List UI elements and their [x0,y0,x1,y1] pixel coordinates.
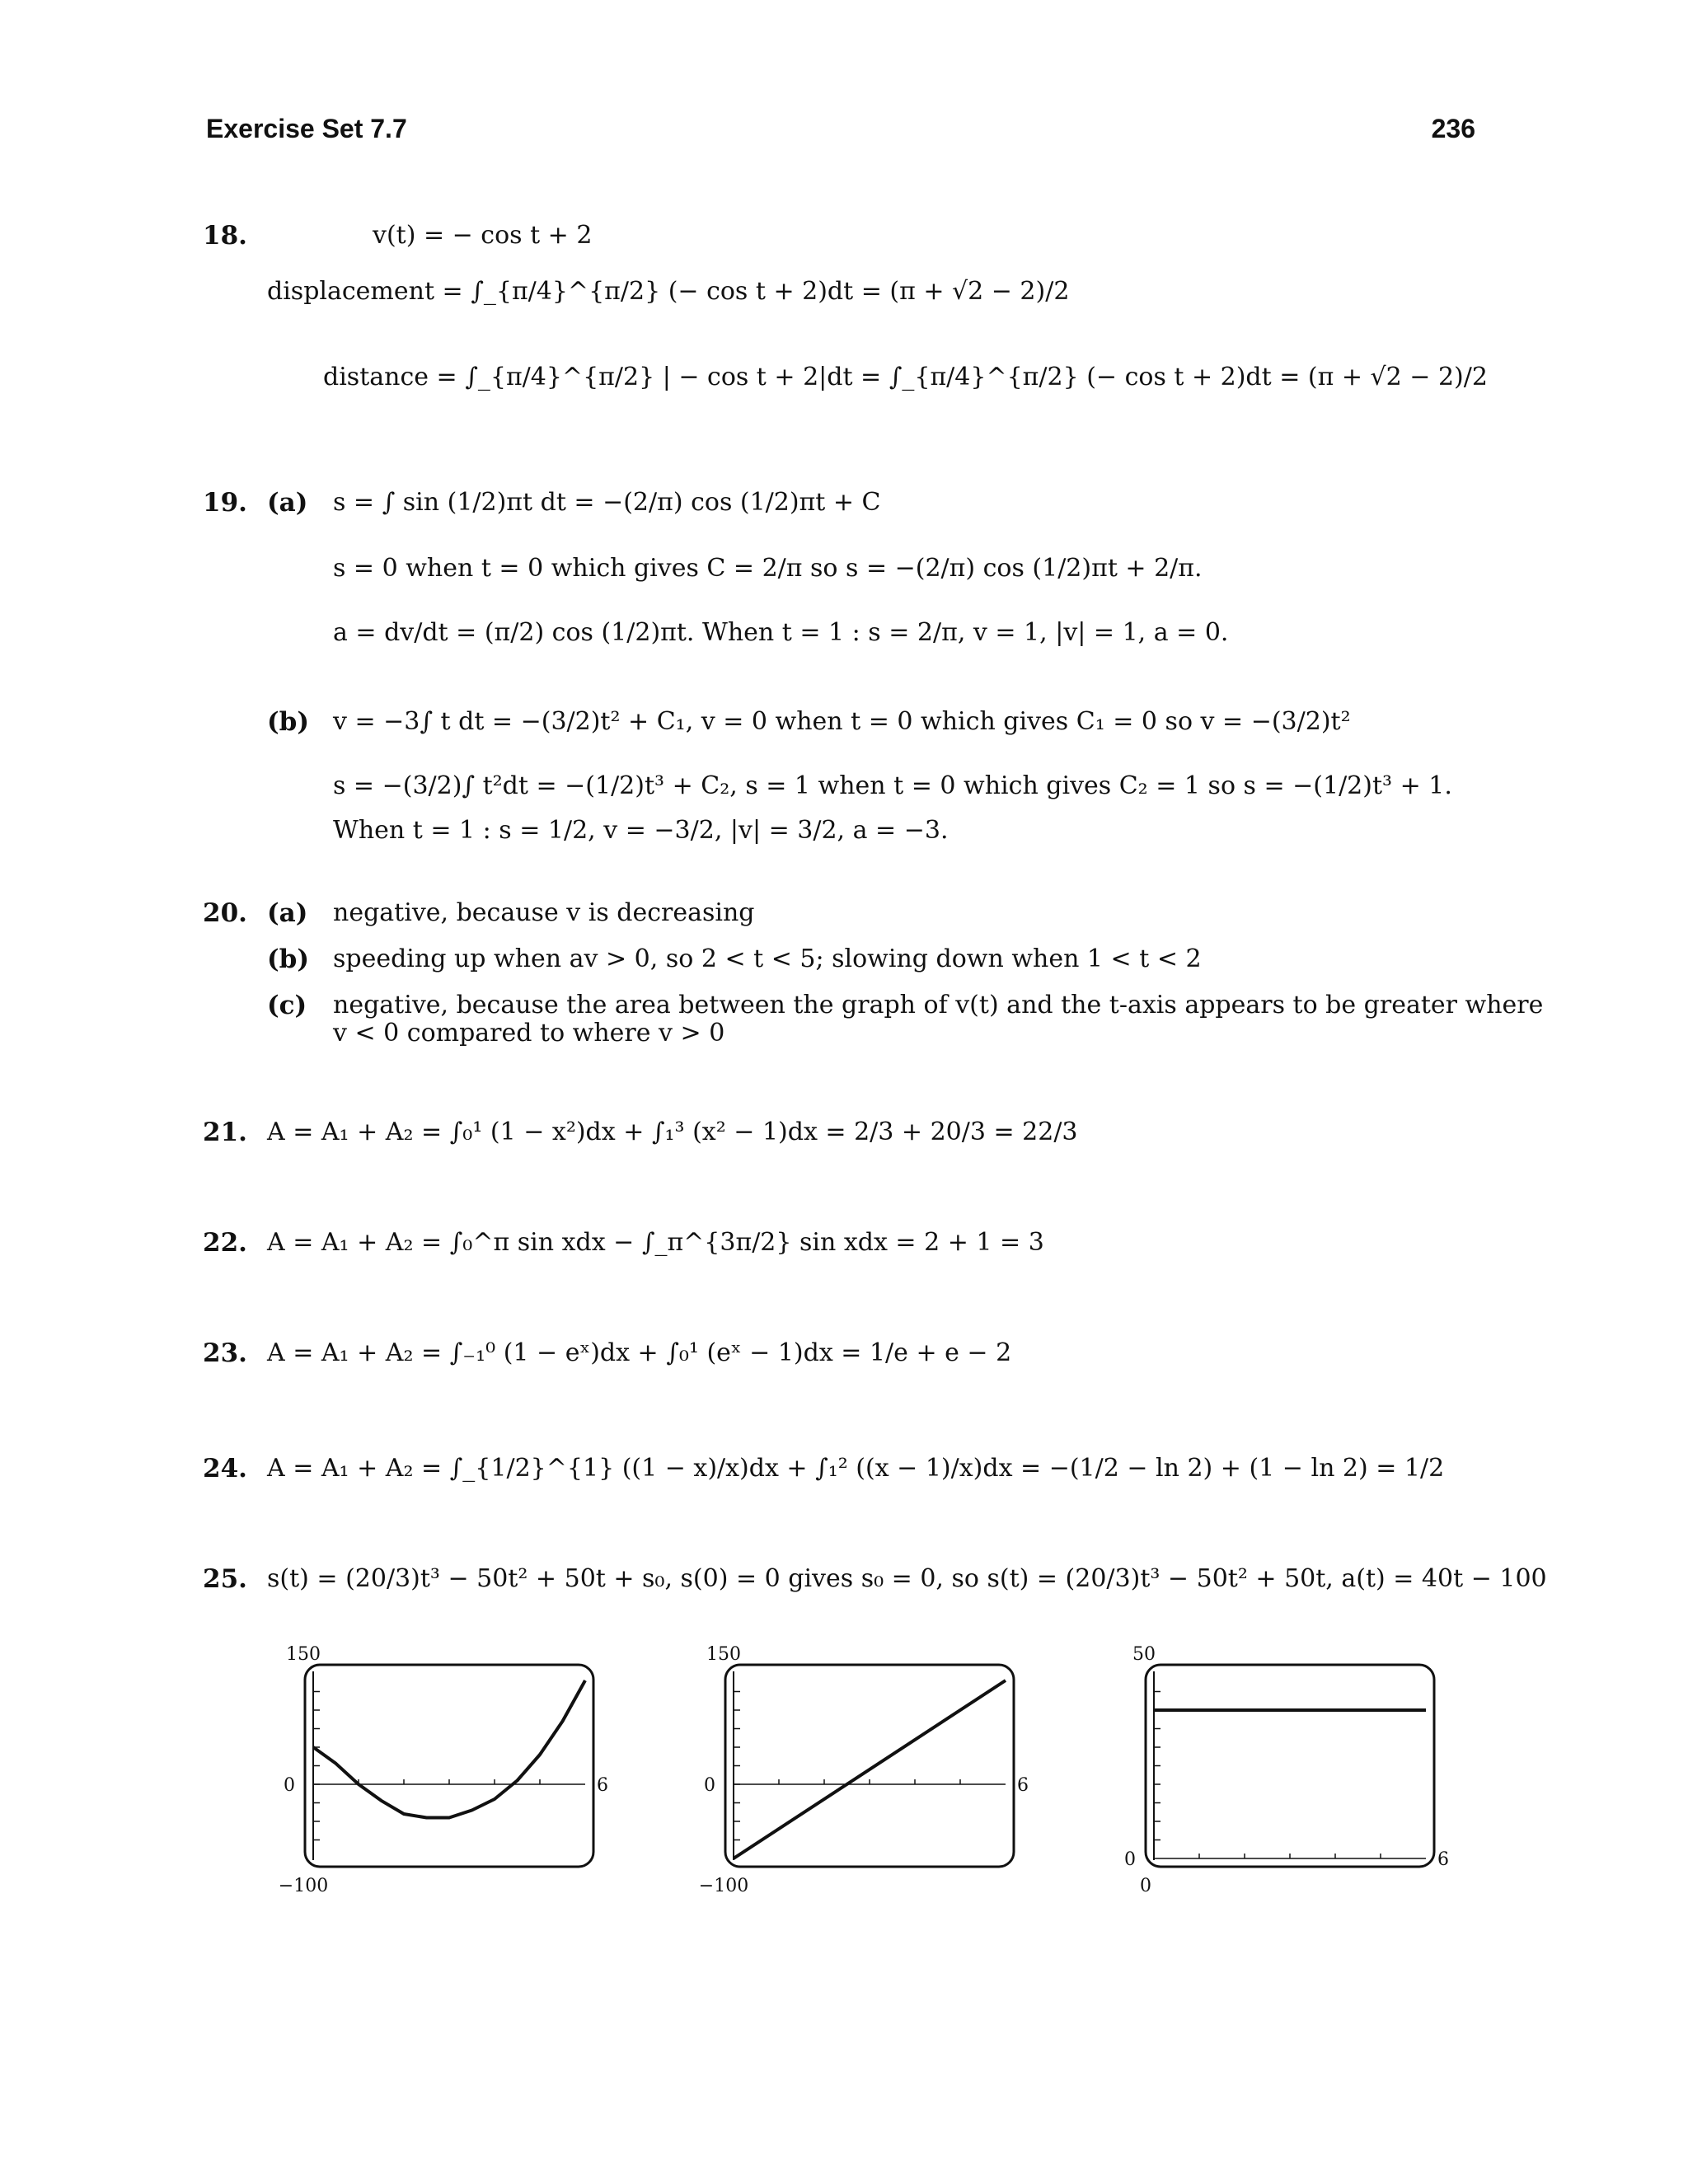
graph-acceleration [1113,1640,1467,1912]
p20-part-b: (b) [267,944,310,974]
x-min-label: 0 [1140,1876,1151,1896]
section-title: Exercise Set 7.7 [206,114,407,143]
y-max-label: 150 [706,1644,741,1665]
p20-part-a: (a) [267,898,308,928]
y-min-label: −100 [698,1876,749,1896]
p18-line-3: distance = ∫_{π/4}^{π/2} | − cos t + 2|dt = ∫_{π/4}^{π/2} (− cos t + 2)dt = (π + √2 − 2)/2 [323,363,1488,391]
y-zero-label: 0 [704,1775,715,1796]
p19-b-line-2: s = −(3/2)∫ t²dt = −(1/2)t³ + C₂, s = 1 when t = 0 which gives C₂ = 1 so s = −(1/2)t³ + 1. [333,771,1452,800]
y-zero-label: 0 [1124,1849,1136,1870]
p19-a-line-3: a = dv/dt = (π/2) cos (1/2)πt. When t = 1 : s = 2/π, v = 1, |v| = 1, a = 0. [333,618,1229,647]
y-max-label: 150 [286,1644,321,1665]
p19-part-b: (b) [267,707,310,737]
problem-number-19: 19. [203,488,247,518]
problem-number-18: 18. [203,221,247,251]
p22-text: A = A₁ + A₂ = ∫₀^π sin xdx − ∫_π^{3π/2} sin xdx = 2 + 1 = 3 [267,1228,1044,1257]
problem-number-24: 24. [203,1454,247,1483]
problem-number-20: 20. [203,898,247,928]
velocity-graph-svg [692,1640,1047,1912]
p25-text: s(t) = (20/3)t³ − 50t² + 50t + s₀, s(0) = 0 gives s₀ = 0, so s(t) = (20/3)t³ − 50t² + 50t, a(t) = 40t − 100 [267,1564,1547,1593]
problem-number-21: 21. [203,1118,247,1147]
p20-b-text: speeding up when av > 0, so 2 < t < 5; slowing down when 1 < t < 2 [333,944,1202,973]
y-max-label: 50 [1132,1644,1156,1665]
x-max-label: 6 [1437,1849,1449,1870]
p19-a-line-2: s = 0 when t = 0 which gives C = 2/π so s = −(2/π) cos (1/2)πt + 2/π. [333,554,1203,583]
p20-a-text: negative, because v is decreasing [333,898,755,927]
page-number: 236 [1431,114,1475,143]
series-line [734,1680,1006,1858]
p23-text: A = A₁ + A₂ = ∫₋₁⁰ (1 − eˣ)dx + ∫₀¹ (eˣ − 1)dx = 1/e + e − 2 [267,1338,1012,1367]
p19-part-a: (a) [267,488,308,518]
p20-c-text-2: v < 0 compared to where v > 0 [333,1019,725,1047]
p19-b-line-3: When t = 1 : s = 1/2, v = −3/2, |v| = 3/2, a = −3. [333,816,949,845]
position-graph-svg [272,1640,626,1912]
p20-part-c: (c) [267,991,307,1020]
problem-number-25: 25. [203,1564,247,1594]
p19-a-line-1: s = ∫ sin (1/2)πt dt = −(2/π) cos (1/2)πt + C [333,488,881,517]
graph-position [272,1640,626,1912]
problem-number-22: 22. [203,1228,247,1258]
graph-frame [1146,1665,1434,1867]
p21-text: A = A₁ + A₂ = ∫₀¹ (1 − x²)dx + ∫₁³ (x² − 1)dx = 2/3 + 20/3 = 22/3 [267,1118,1078,1146]
p18-line-2: displacement = ∫_{π/4}^{π/2} (− cos t + 2)dt = (π + √2 − 2)/2 [267,277,1070,306]
y-min-label: −100 [278,1876,329,1896]
acceleration-graph-svg [1113,1640,1467,1912]
series-line [313,1680,585,1818]
y-zero-label: 0 [284,1775,295,1796]
graph-velocity [692,1640,1047,1912]
x-max-label: 6 [1017,1775,1029,1796]
x-max-label: 6 [597,1775,608,1796]
p24-text: A = A₁ + A₂ = ∫_{1/2}^{1} ((1 − x)/x)dx + ∫₁² ((x − 1)/x)dx = −(1/2 − ln 2) + (1 − ln 2) = 1/2 [267,1454,1445,1483]
graph-frame [305,1665,593,1867]
p19-b-line-1: v = −3∫ t dt = −(3/2)t² + C₁, v = 0 when t = 0 which gives C₁ = 0 so v = −(3/2)t² [333,707,1351,736]
problem-number-23: 23. [203,1338,247,1368]
p20-c-text: negative, because the area between the graph of v(t) and the t-axis appears to be greater where [333,991,1544,1019]
p18-line-1: v(t) = − cos t + 2 [373,221,593,250]
